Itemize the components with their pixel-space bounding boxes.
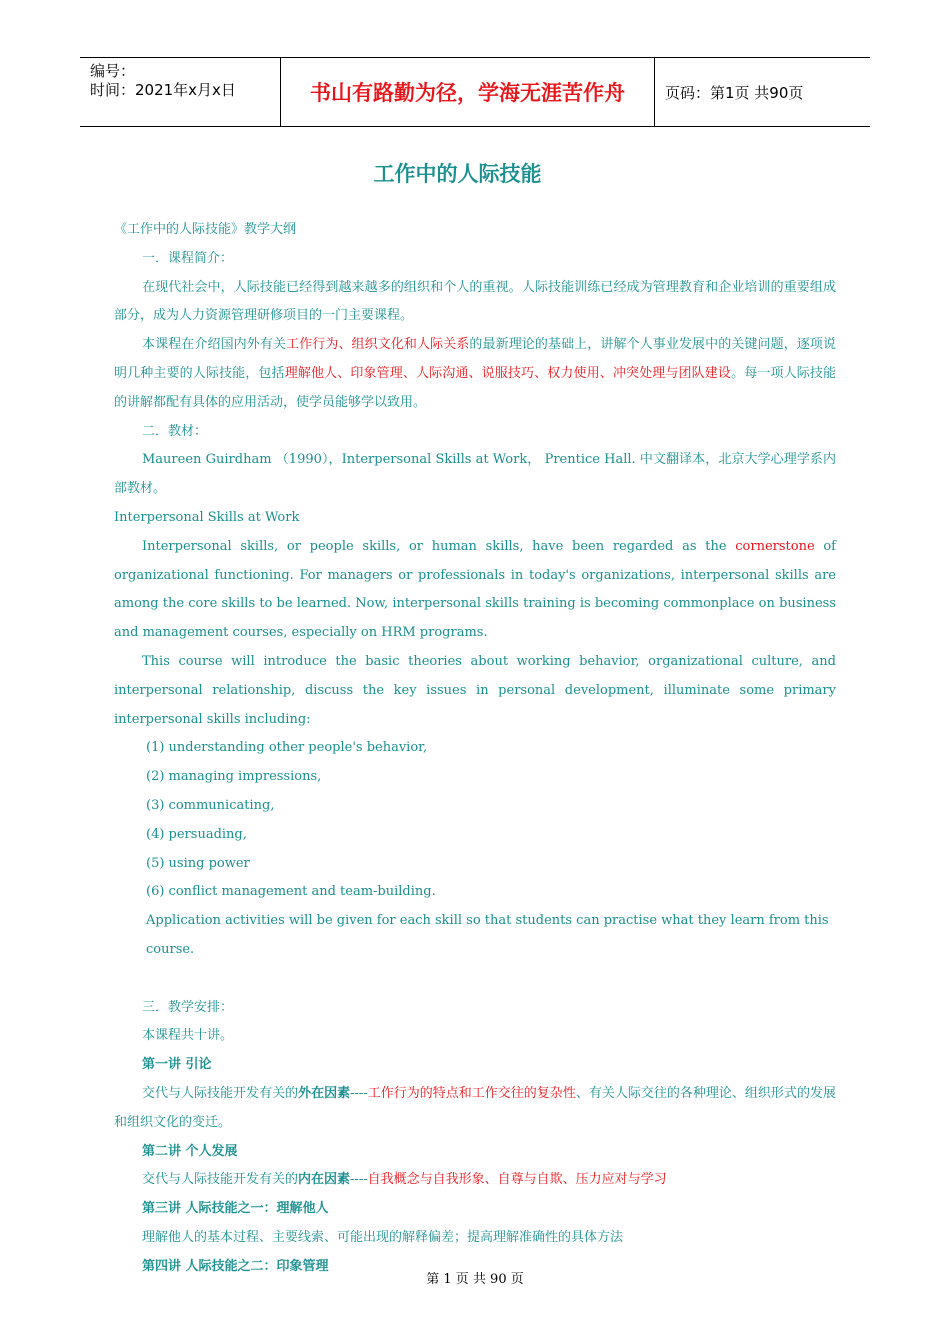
section2-heading: 二．教材： bbox=[142, 423, 208, 439]
syllabus-title: 《工作中的人际技能》教学大纲 bbox=[114, 222, 297, 237]
english-paragraph-1: Interpersonal skills, or people skills, or human skills, have been regarded as the cornerstone of organizational functioning. For managers or professionals in today's organizations, interpersonal skills are among the core skills to be learned. Now, interpersonal skills training is becoming commonplace on business and management courses, especially on HRM programs. bbox=[114, 538, 836, 641]
lecture3-desc: 理解他人的基本过程、主要线索、可能出现的解释偏差；提高理解准确性的具体方法 bbox=[142, 1229, 624, 1245]
number-label: 编号： bbox=[90, 62, 136, 80]
spacer bbox=[114, 965, 836, 994]
intro-paragraph-2: 本课程在介绍国内外有关工作行为、组织文化和人际关系的最新理论的基础上，讲解个人事业发展中的关键问题，逐项说明几种主要的人际技能，包括理解他人、印象管理、人际沟通、说服技巧、权力使用、冲突处理与团队建设。每一项人际技能的讲解都配有具体的应用活动，使学员能够学以致用。 bbox=[114, 337, 836, 410]
lecture2-title: 第二讲 个人发展 bbox=[142, 1143, 238, 1159]
textbook-reference: Maureen Guirdham （1990），Interpersonal Skills at Work， Prentice Hall. 中文翻译本，北京大学心理学系内部教材。 bbox=[114, 452, 836, 497]
english-paragraph-2: This course will introduce the basic theories about working behavior, organizational culture, and interpersonal relationship, discuss the key issues in personal development, illuminate some primary interpersonal skills including: bbox=[114, 653, 836, 727]
lecture3-title: 第三讲 人际技能之一：理解他人 bbox=[142, 1201, 329, 1217]
section1-heading: 一．课程简介： bbox=[142, 250, 234, 266]
skill-item: (2) managing impressions, bbox=[146, 769, 322, 785]
page-footer: 第 1 页 共 90 页 bbox=[426, 1272, 524, 1287]
lecture1-desc: 交代与人际技能开发有关的外在因素----工作行为的特点和工作交往的复杂性、有关人际交往的各种理论、组织形式的发展和组织文化的变迁。 bbox=[114, 1085, 836, 1130]
document-title: 工作中的人际技能 bbox=[373, 162, 542, 186]
lecture2-desc: 交代与人际技能开发有关的内在因素----自我概念与自我形象、自尊与自欺、压力应对与学习 bbox=[142, 1172, 667, 1188]
skill-item: (4) persuading, bbox=[146, 826, 247, 842]
english-title: Interpersonal Skills at Work bbox=[114, 509, 300, 525]
section3-heading: 三．教学安排： bbox=[142, 999, 234, 1015]
lecture-count: 本课程共十讲。 bbox=[142, 1028, 234, 1044]
document-body bbox=[114, 216, 836, 1281]
lecture1-title: 第一讲 引论 bbox=[142, 1057, 212, 1073]
skill-item: (5) using power bbox=[146, 855, 250, 871]
lecture4-title: 第四讲 人际技能之二：印象管理 bbox=[142, 1258, 329, 1274]
header-motto: 书山有路勤为径，学海无涯苦作舟 bbox=[281, 58, 655, 126]
header-page-info: 页码：第1页 共90页 bbox=[665, 83, 804, 102]
header-meta bbox=[80, 58, 281, 126]
skill-item: (1) understanding other people's behavior, bbox=[146, 740, 428, 756]
application-note: Application activities will be given for each skill so that students can practise what they learn from this course. bbox=[146, 913, 829, 957]
page-header bbox=[80, 57, 870, 127]
skill-item: (6) conflict management and team-building. bbox=[146, 884, 436, 900]
intro-paragraph-1: 在现代社会中，人际技能已经得到越来越多的组织和个人的重视。人际技能训练已经成为管理教育和企业培训的重要组成部分，成为人力资源管理研修项目的一门主要课程。 bbox=[114, 279, 836, 324]
date-label: 时间：2021年x月x日 bbox=[90, 81, 236, 99]
skill-item: (3) communicating, bbox=[146, 797, 275, 813]
